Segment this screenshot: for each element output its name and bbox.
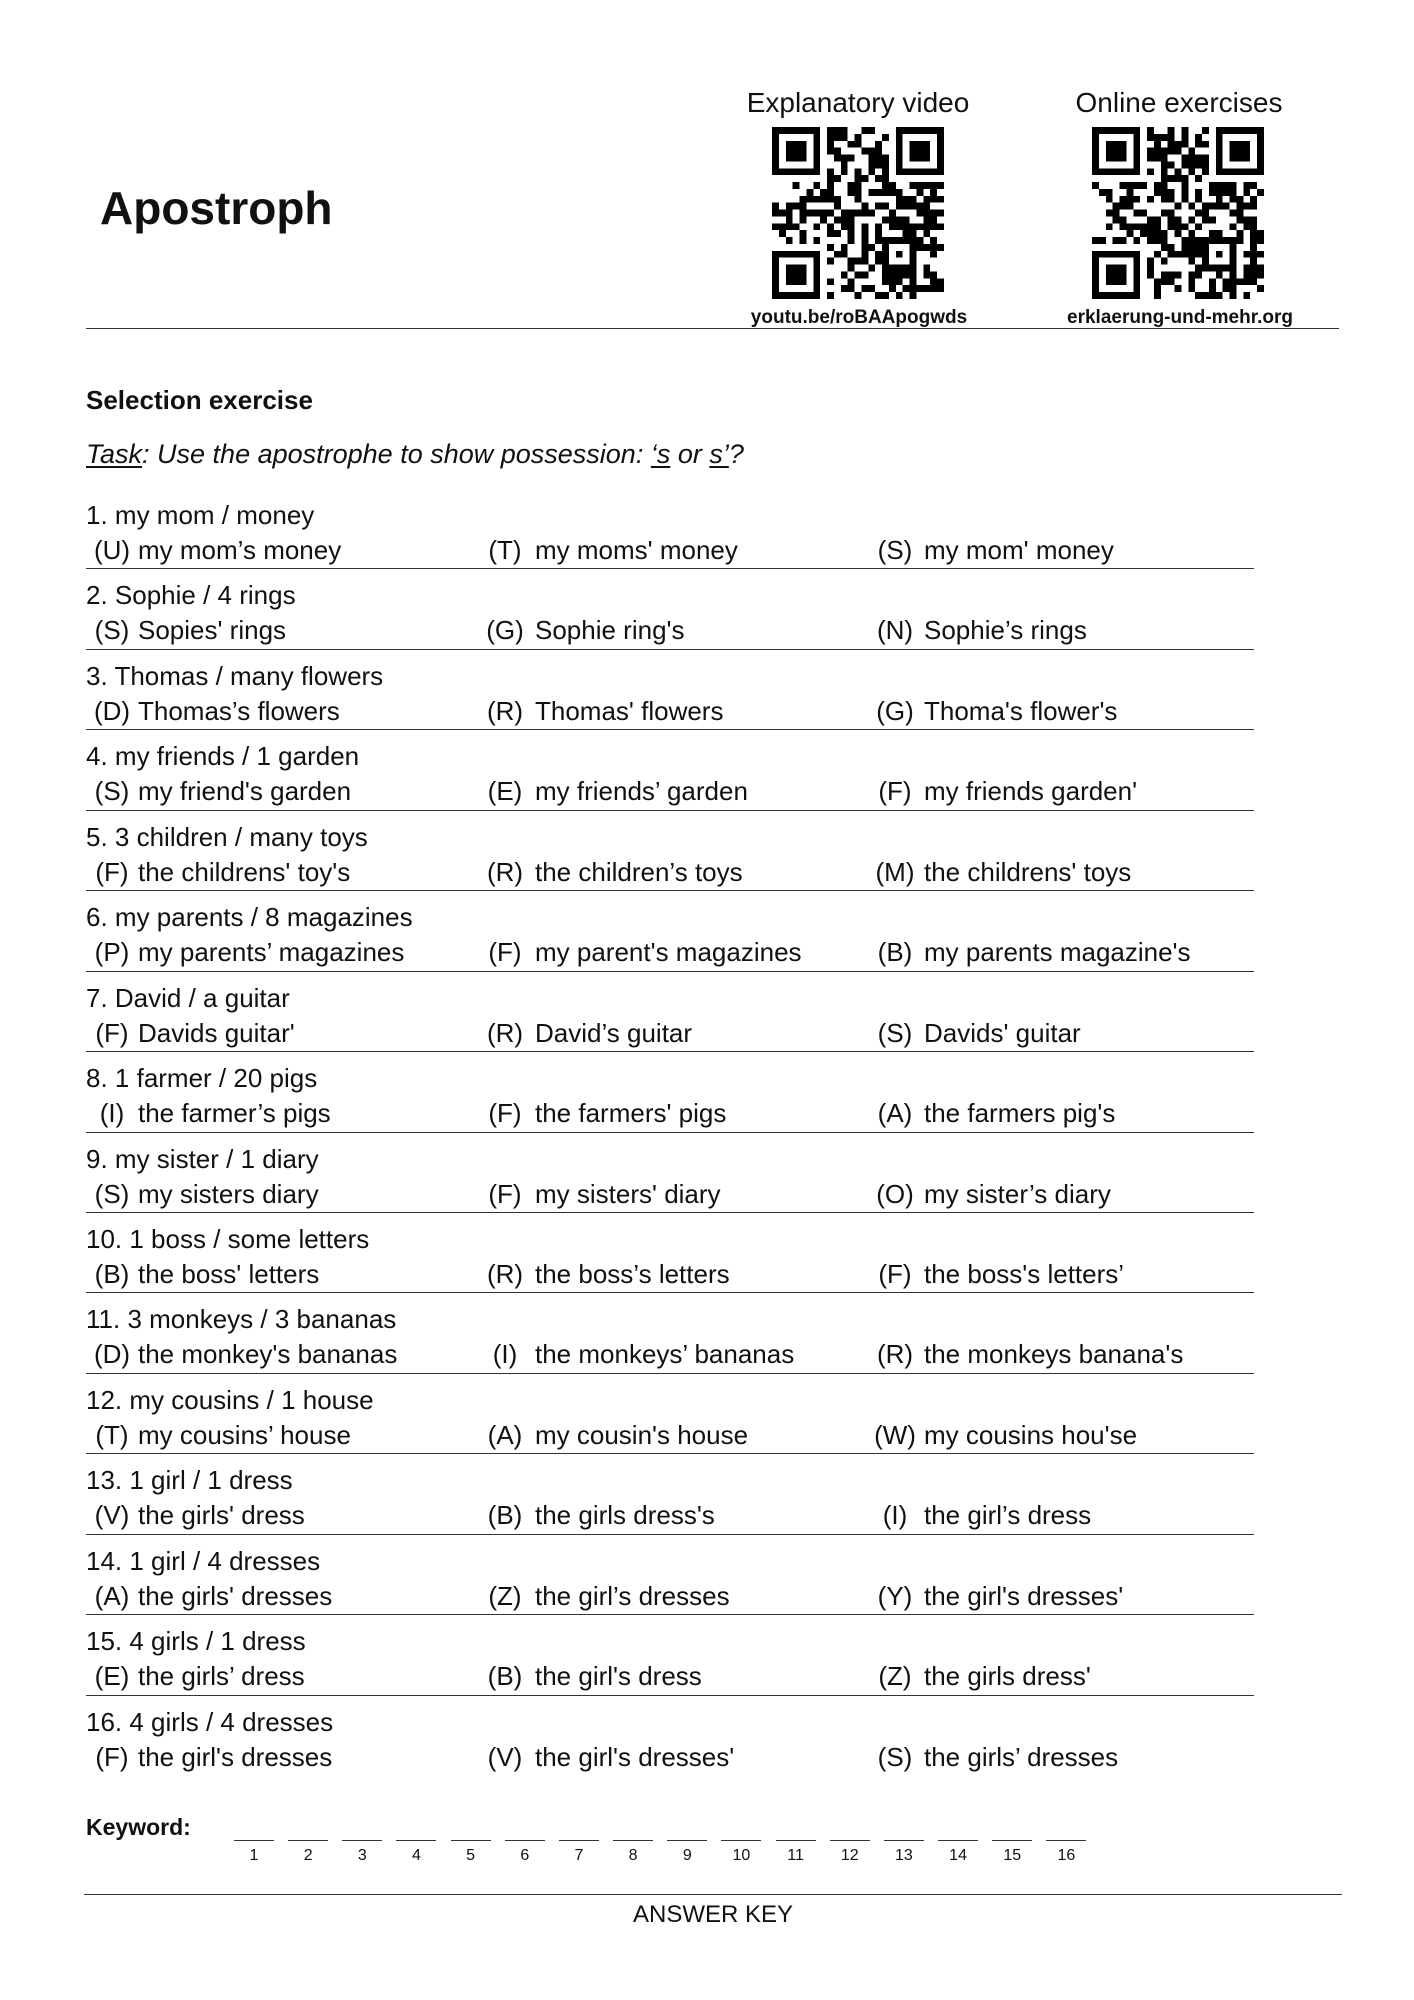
answer-option-letter: (A) [877,1098,913,1129]
question-item [86,1696,1254,1776]
answer-option-letter: (B) [877,937,913,968]
answer-option-letter: (G) [876,695,914,726]
keyword-slot-number: 2 [303,1847,313,1864]
answer-option [872,1097,1115,1129]
answer-option [872,534,1114,566]
answer-option [872,1178,1111,1210]
question-prompt: 4. my friends / 1 garden [86,741,360,772]
answer-option-text: my friends’ garden [535,776,748,807]
question-prompt: 9. my sister / 1 diary [86,1143,319,1174]
keyword-slot [776,1830,816,1870]
answer-option [482,936,802,968]
answer-option-text: the girls' dress [138,1500,305,1531]
keyword-slot-number: 4 [412,1847,421,1864]
answer-option-text: my moms' money [535,535,738,565]
answer-option [872,1660,1091,1692]
footer-divider [84,1894,1342,1895]
keyword-slot-number: 1 [249,1847,259,1864]
question-item [86,1454,1254,1534]
answer-option-text: the girls’ dress [138,1661,305,1692]
keyword-slot [992,1830,1032,1870]
answer-option-text: the girls dress's [535,1500,715,1531]
keyword-slot-number: 9 [682,1847,692,1864]
keyword-slot-number: 8 [628,1847,638,1864]
answer-option-letter: (F) [488,1178,522,1209]
answer-option-letter: (B) [487,1500,523,1531]
keyword-slot [505,1830,545,1870]
answer-option-text: my sisters diary [138,1178,319,1209]
answer-option-text: Sophie ring's [535,615,685,646]
answer-option [872,1338,1183,1370]
question-prompt: 5. 3 children / many toys [86,821,368,852]
question-item [86,1213,1254,1293]
keyword-slot [667,1830,707,1870]
answer-option [89,1338,397,1370]
answer-option-letter: (R) [486,695,524,726]
online-exercises-label: Online exercises [1075,87,1283,118]
answer-option-letter: (Z) [488,1580,522,1611]
answer-option-text: my mom’s money [138,535,342,565]
answer-option-letter: (R) [486,1017,524,1048]
question-item [86,1133,1254,1213]
question-prompt: 13. 1 girl / 1 dress [86,1465,293,1496]
answer-option-text: my parent's magazines [535,937,802,968]
answer-option-text: Thomas' flowers [535,695,724,726]
answer-option-letter: (T) [95,1419,129,1450]
answer-option-letter: (S) [877,1017,913,1048]
answer-option-text: the farmer’s pigs [138,1098,331,1129]
video-link-text: youtu.be/roBAApogwds [750,307,968,328]
answer-option-text: my parents’ magazines [138,937,405,968]
answer-option-text: my friends garden' [924,776,1138,807]
answer-option [482,1258,730,1290]
keyword-slot-number: 14 [949,1847,967,1864]
question-item [86,1052,1254,1132]
answer-option-letter: (O) [876,1178,914,1209]
answer-option-text: the childrens' toys [924,856,1132,887]
answer-option-letter: (B) [487,1661,523,1692]
answer-option-text: the girl's dresses [138,1741,333,1772]
answer-option-letter: (N) [876,615,914,646]
answer-option-text: the boss's letters’ [924,1258,1125,1289]
answer-option-text: the childrens' toy's [138,856,351,887]
keyword-blank-line [613,1840,653,1841]
page-title: Apostroph [100,182,333,234]
qr-code-video [772,127,944,299]
answer-option-letter: (F) [488,1098,522,1129]
answer-option [89,1660,305,1692]
answer-option-letter: (F) [95,1741,129,1772]
answer-option-text: Sopies' rings [138,615,287,646]
question-list [86,489,1254,1776]
keyword-slot [938,1830,978,1870]
answer-option-letter: (S) [94,615,130,646]
answer-option-letter: (R) [876,1339,914,1370]
answer-option-text: Davids guitar' [138,1017,295,1048]
answer-option-text: my cousins hou'se [924,1419,1138,1450]
header-divider [86,328,1339,329]
answer-option-text: the girl’s dress [924,1500,1092,1531]
answer-option-letter: (S) [94,776,130,807]
online-link-text: erklaerung-und-mehr.org [1067,307,1293,328]
answer-option-text: the farmers' pigs [535,1098,727,1129]
question-prompt: 8. 1 farmer / 20 pigs [86,1063,318,1094]
question-item [86,1293,1254,1373]
answer-option [89,1097,331,1129]
answer-option [872,695,1117,727]
keyword-slot-number: 13 [895,1847,913,1864]
answer-option [89,775,351,807]
answer-option [482,1499,715,1531]
keyword-slot [288,1830,328,1870]
answer-option [482,775,748,807]
keyword-blank-line [559,1840,599,1841]
answer-option [482,1097,726,1129]
keyword-slot-number: 10 [732,1847,751,1864]
question-prompt: 12. my cousins / 1 house [86,1384,374,1415]
answer-option-text: the boss' letters [138,1258,320,1289]
answer-option-text: the girls’ dresses [924,1741,1119,1772]
answer-option [872,1580,1123,1612]
answer-option-text: the girl's dresses' [924,1580,1124,1611]
answer-option-letter: (E) [94,1661,130,1692]
question-prompt: 14. 1 girl / 4 dresses [86,1545,321,1576]
keyword-blank-line [667,1840,707,1841]
task-label: Task [86,439,143,469]
answer-option-text: the monkeys banana's [924,1339,1184,1370]
answer-option-letter: (S) [877,535,913,565]
answer-option [872,1741,1118,1773]
answer-option [482,534,738,566]
answer-option [872,614,1087,646]
question-prompt: 1. my mom / money [86,500,315,530]
answer-option-letter: (A) [487,1419,523,1450]
explanatory-video-label: Explanatory video [746,87,970,118]
answer-option-text: Thoma's flower's [924,695,1118,726]
answer-option [872,1258,1124,1290]
answer-option [872,1017,1081,1049]
question-item [86,489,1254,569]
keyword-slot [884,1830,924,1870]
keyword-blank-line [884,1840,924,1841]
answer-option-letter: (I) [99,1098,125,1129]
answer-option [89,856,350,888]
keyword-blank-line [451,1840,491,1841]
keyword-blank-line [938,1840,978,1841]
keyword-blank-line [505,1840,545,1841]
keyword-slot-number: 11 [787,1847,804,1864]
keyword-blank-line [721,1840,761,1841]
answer-option-letter: (F) [488,937,522,968]
answer-option-letter: (R) [486,1258,524,1289]
answer-option-text: my friend's garden [138,776,352,807]
question-prompt: 11. 3 monkeys / 3 bananas [86,1304,397,1335]
answer-option-letter: (F) [95,856,129,887]
exercise-heading: Selection exercise [86,385,313,415]
answer-option-letter: (F) [878,776,912,807]
answer-option-letter: (I) [492,1339,518,1370]
answer-option [89,1741,332,1773]
answer-option [482,1338,794,1370]
answer-option-letter: (Y) [877,1580,913,1611]
answer-option [89,1499,305,1531]
answer-option-letter: (U) [93,535,131,565]
answer-option-letter: (Z) [878,1661,912,1692]
answer-option-text: the boss’s letters [535,1258,730,1289]
question-item [86,1374,1254,1454]
answer-option-text: the children’s toys [535,856,743,887]
answer-option-letter: (S) [94,1178,130,1209]
answer-option [872,1499,1091,1531]
answer-option-letter: (F) [878,1258,912,1289]
answer-option [482,1660,702,1692]
keyword-slot-number: 16 [1057,1847,1076,1864]
answer-option [482,1419,748,1451]
answer-option-text: the girl's dress [535,1661,702,1692]
keyword-slot [559,1830,599,1870]
task-option-2: s’ [709,439,729,469]
task-option-1: ‘s [650,439,671,469]
task-connector: or [670,439,710,469]
keyword-slot [396,1830,436,1870]
question-prompt: 2. Sophie / 4 rings [86,580,296,611]
answer-option [872,936,1191,968]
answer-option-letter: (R) [486,856,524,887]
answer-option-letter: (A) [94,1580,130,1611]
keyword-slot [342,1830,382,1870]
answer-option-text: my cousin's house [535,1419,749,1450]
answer-option [482,856,743,888]
question-prompt: 10. 1 boss / some letters [86,1223,370,1254]
answer-option-letter: (M) [875,856,915,887]
keyword-slot [613,1830,653,1870]
keyword-blanks [234,1830,1094,1870]
question-item [86,1535,1254,1615]
keyword-slot [830,1830,870,1870]
answer-key-label: ANSWER KEY [632,1901,794,1928]
answer-option [482,1178,721,1210]
task-end: ? [728,439,744,469]
answer-option [89,1419,351,1451]
answer-option-letter: (T) [488,535,522,565]
keyword-slot-number: 3 [357,1847,367,1864]
keyword-slot-number: 7 [574,1847,584,1864]
answer-option-text: the monkeys’ bananas [535,1339,795,1370]
keyword-slot-number: 5 [466,1847,476,1864]
answer-option-text: my sister’s diary [924,1178,1111,1209]
answer-option-text: Thomas’s flowers [138,695,340,726]
question-item [86,650,1254,730]
answer-option [89,1017,295,1049]
answer-option [872,856,1131,888]
answer-option-text: my cousins’ house [138,1419,351,1450]
keyword-blank-line [1046,1840,1086,1841]
keyword-blank-line [830,1840,870,1841]
answer-option-letter: (G) [486,615,524,646]
answer-option-letter: (B) [94,1258,130,1289]
answer-option-text: the girl’s dresses [535,1580,730,1611]
keyword-slot [721,1830,761,1870]
question-prompt: 3. Thomas / many flowers [86,660,384,691]
question-prompt: 6. my parents / 8 magazines [86,902,413,933]
answer-option-text: the girls dress' [924,1661,1091,1692]
answer-option-letter: (F) [95,1017,129,1048]
question-prompt: 7. David / a guitar [86,982,290,1013]
answer-option-text: Sophie’s rings [924,615,1087,646]
answer-option [482,1580,730,1612]
answer-option-letter: (E) [487,776,523,807]
answer-option [482,614,685,646]
answer-option [482,1741,734,1773]
answer-option-text: David’s guitar [535,1017,693,1048]
answer-option [89,1178,319,1210]
answer-option [89,534,341,566]
answer-option [89,1258,319,1290]
question-item [86,1615,1254,1695]
answer-option-text: my mom' money [924,535,1114,565]
answer-option-letter: (W) [874,1419,916,1450]
question-item [86,569,1254,649]
answer-option [482,1017,692,1049]
question-prompt: 16. 4 girls / 4 dresses [86,1706,334,1737]
answer-option [89,695,340,727]
keyword-slot [1046,1830,1086,1870]
answer-option-letter: (P) [94,937,130,968]
question-item [86,730,1254,810]
keyword-blank-line [288,1840,328,1841]
answer-option-text: Davids' guitar [924,1017,1081,1048]
question-item [86,811,1254,891]
answer-option-text: the farmers pig's [924,1098,1116,1129]
answer-option-text: the girls' dresses [138,1580,333,1611]
answer-option-text: my parents magazine's [924,937,1191,968]
answer-option-text: the girl's dresses' [535,1741,735,1772]
keyword-slot-number: 15 [1003,1847,1022,1864]
keyword-slot [451,1830,491,1870]
task-text: : Use the apostrophe to show possession: [142,439,651,469]
answer-option [89,1580,332,1612]
answer-option-letter: (S) [877,1741,913,1772]
question-prompt: 15. 4 girls / 1 dress [86,1626,306,1657]
keyword-blank-line [776,1840,816,1841]
answer-option-letter: (V) [487,1741,523,1772]
keyword-slot-number: 6 [520,1847,530,1864]
keyword-slot [234,1830,274,1870]
answer-option [872,775,1137,807]
question-item [86,972,1254,1052]
keyword-blank-line [992,1840,1032,1841]
keyword-label: Keyword: [86,1814,191,1840]
question-item [86,891,1254,971]
answer-option-letter: (V) [94,1500,130,1531]
answer-option [482,695,723,727]
answer-option-letter: (D) [93,1339,131,1370]
answer-option [872,1419,1137,1451]
keyword-blank-line [342,1840,382,1841]
answer-option-letter: (I) [882,1500,908,1531]
answer-option-letter: (D) [93,695,131,726]
answer-option-text: the monkey's bananas [138,1339,398,1370]
answer-option-text: my sisters' diary [535,1178,721,1209]
keyword-blank-line [396,1840,436,1841]
answer-option [89,614,286,646]
qr-code-online [1092,127,1264,299]
task-instruction [86,437,744,471]
keyword-slot-number: 12 [840,1847,859,1864]
answer-option [89,936,404,968]
keyword-blank-line [234,1840,274,1841]
